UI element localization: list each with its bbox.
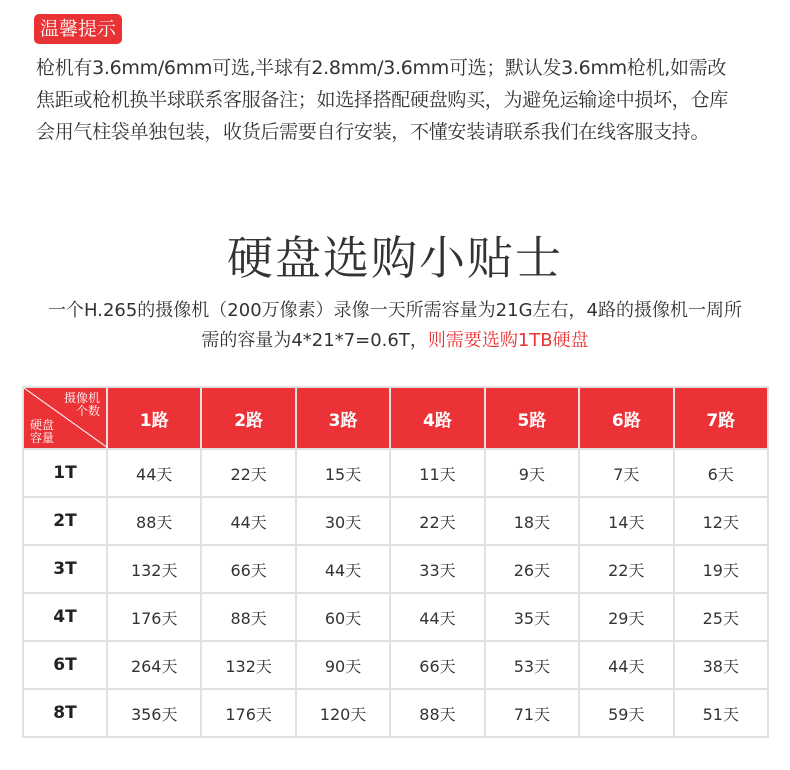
capacity-cell: 4T <box>23 593 107 641</box>
corner-top-label <box>64 392 100 418</box>
days-cell: 44天 <box>201 497 295 545</box>
days-cell: 30天 <box>296 497 390 545</box>
days-cell: 88天 <box>107 497 201 545</box>
days-cell: 22天 <box>390 497 484 545</box>
days-cell: 6天 <box>674 449 768 497</box>
column-header: 4路 <box>390 387 484 449</box>
days-cell: 66天 <box>201 545 295 593</box>
capacity-cell: 8T <box>23 689 107 737</box>
days-cell: 7天 <box>579 449 673 497</box>
days-cell: 35天 <box>485 593 579 641</box>
subtitle-highlight: 则需要选购1TB硬盘 <box>427 330 589 351</box>
capacity-cell: 1T <box>23 449 107 497</box>
days-cell: 88天 <box>201 593 295 641</box>
column-header: 2路 <box>201 387 295 449</box>
table-row <box>23 545 768 593</box>
corner-bottom-line: 硬盘 <box>30 418 55 432</box>
days-cell: 19天 <box>674 545 768 593</box>
tip-text: 枪机有3.6mm/6mm可选,半球有2.8mm/3.6mm可选；默认发3.6mm枪机,如需改焦距或枪机换半球联系客服备注；如选择搭配硬盘购买，为避免运输途中损坏，仓库会用气柱袋单独包装，收货后需要自行安装，不懂安装请联系我们在线客服支持。 <box>36 57 728 143</box>
days-cell: 26天 <box>485 545 579 593</box>
days-cell: 66天 <box>390 641 484 689</box>
subtitle-text: 一个H.265的摄像机（200万像素）录像一天所需容量为21G左右，4路的摄像机一周所需的容量为4*21*7=0.6T， <box>48 300 742 351</box>
days-cell: 9天 <box>485 449 579 497</box>
column-header: 3路 <box>296 387 390 449</box>
days-cell: 90天 <box>296 641 390 689</box>
table-row <box>23 497 768 545</box>
days-cell: 22天 <box>201 449 295 497</box>
days-cell: 25天 <box>674 593 768 641</box>
days-cell: 38天 <box>674 641 768 689</box>
corner-bottom-label <box>30 419 54 445</box>
hdd-table <box>22 386 769 738</box>
column-header: 5路 <box>485 387 579 449</box>
days-cell: 176天 <box>107 593 201 641</box>
days-cell: 264天 <box>107 641 201 689</box>
days-cell: 51天 <box>674 689 768 737</box>
days-cell: 71天 <box>485 689 579 737</box>
tip-badge: 温馨提示 <box>34 14 122 44</box>
corner-top-line: 个数 <box>75 404 100 418</box>
days-cell: 132天 <box>107 545 201 593</box>
days-cell: 44天 <box>296 545 390 593</box>
days-cell: 132天 <box>201 641 295 689</box>
corner-top-line: 摄像机 <box>63 391 100 405</box>
days-cell: 356天 <box>107 689 201 737</box>
days-cell: 60天 <box>296 593 390 641</box>
days-cell: 18天 <box>485 497 579 545</box>
days-cell: 29天 <box>579 593 673 641</box>
days-cell: 176天 <box>201 689 295 737</box>
capacity-cell: 3T <box>23 545 107 593</box>
page-title: 硬盘选购小贴士 <box>227 231 563 285</box>
column-header: 6路 <box>579 387 673 449</box>
column-header: 7路 <box>674 387 768 449</box>
days-cell: 44天 <box>579 641 673 689</box>
column-header: 1路 <box>107 387 201 449</box>
days-cell: 44天 <box>107 449 201 497</box>
table-row <box>23 449 768 497</box>
days-cell: 22天 <box>579 545 673 593</box>
days-cell: 44天 <box>390 593 484 641</box>
days-cell: 15天 <box>296 449 390 497</box>
days-cell: 59天 <box>579 689 673 737</box>
table-row <box>23 641 768 689</box>
subtitle <box>40 296 750 356</box>
days-cell: 88天 <box>390 689 484 737</box>
days-cell: 53天 <box>485 641 579 689</box>
corner-bottom-line: 容量 <box>30 431 55 445</box>
days-cell: 12天 <box>674 497 768 545</box>
table-corner-header <box>23 387 107 449</box>
table-row <box>23 689 768 737</box>
days-cell: 120天 <box>296 689 390 737</box>
capacity-cell: 2T <box>23 497 107 545</box>
table-row <box>23 593 768 641</box>
capacity-cell: 6T <box>23 641 107 689</box>
table-header-row <box>23 387 768 449</box>
days-cell: 33天 <box>390 545 484 593</box>
days-cell: 14天 <box>579 497 673 545</box>
days-cell: 11天 <box>390 449 484 497</box>
